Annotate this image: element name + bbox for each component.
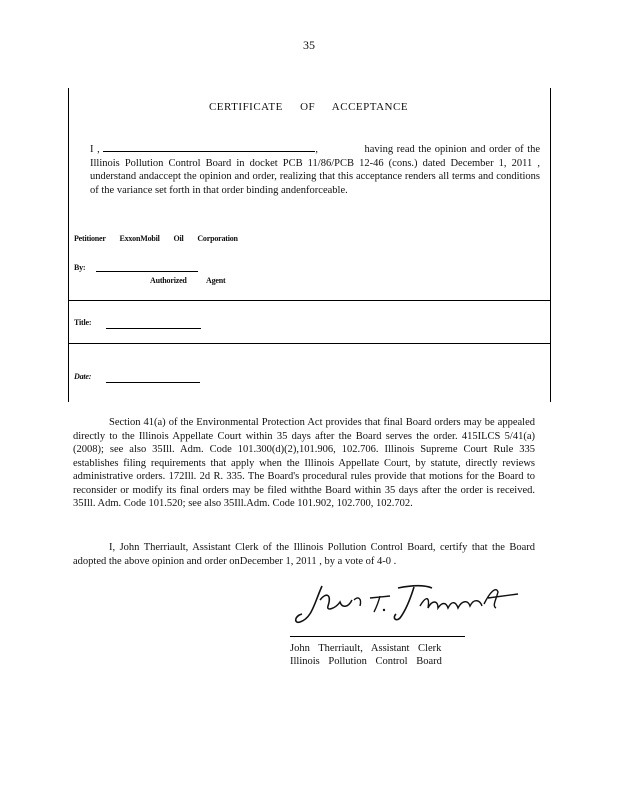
by-label: By:: [74, 263, 86, 272]
name-blank-field[interactable]: [103, 151, 315, 152]
appeal-rights-paragraph: Section 41(a) of the Environmental Protection Act provides that final Board orders may be appealed directly to the Illinois Appellate Court within 35 days after the Board serves the order. 415ILCS 5/41(a) (2008); see also 35Ill. Adm. Code 101.300(d)(2),101.906, 102.706. Illinois Supreme Court Rule 335 establishes filing requirements that apply when the Illinois Appellate Court, by statute, directly reviews administrative orders. 172Ill. 2d R. 335. The Board's procedural rules provide that motions for the Board to reconsider or modify its final orders may be filed withthe Board within 35 days after the order is received. 35Ill. Adm. Code 101.520; see also 35Ill.Adm. Code 101.902, 102.700, 102.702.: [73, 417, 535, 509]
signer-organization: Illinois Pollution Control Board: [290, 656, 442, 667]
signature-line: [290, 636, 465, 637]
signer-name: John Therriault, Assistant Clerk: [290, 643, 442, 654]
certificate-intro: I , , having read the opinion and order of the Illinois Pollution Control Board in docket PCB 11/86/PCB 12-46 (cons.) dated December 1, 2011 , understand andaccept the opinion and order, realizing that this acceptance renders all terms and conditions of the variance set forth in that order binding andenforceable.: [90, 144, 541, 196]
date-field[interactable]: [106, 382, 200, 383]
certificate-title: CERTIFICATE OF ACCEPTANCE: [208, 101, 409, 113]
frame-divider-1: [69, 300, 550, 301]
petitioner-line: [74, 234, 238, 243]
certificate-frame: [68, 88, 551, 402]
certification-paragraph: I, John Therriault, Assistant Clerk of the Illinois Pollution Control Board, certify that the Board adopted the above opinion and order onDecember 1, 2011 , by a vote of 4-0 .: [73, 542, 535, 567]
date-label: Date:: [74, 372, 92, 381]
by-signature-field[interactable]: [96, 271, 198, 272]
petitioner-label: Petitioner: [74, 234, 106, 243]
frame-divider-2: [69, 343, 550, 344]
petitioner-name: ExxonMobil Oil Corporation: [119, 234, 238, 243]
handwritten-signature: [292, 578, 527, 628]
page-number: 35: [303, 38, 315, 52]
intro-prefix: I ,: [90, 144, 100, 155]
title-field[interactable]: [106, 328, 201, 329]
intro-text: having read the opinion and order of the Illinois Pollution Control Board in docket PCB 11/86/PCB 12-46 (cons.) dated December 1, 2011 , understand andaccept the opinion and order, realizing that this acceptance renders all terms and conditions of the variance set forth in that order binding andenforceable.: [90, 144, 541, 196]
authorized-agent-label: Authorized Agent: [150, 276, 226, 285]
title-label: Title:: [74, 318, 92, 327]
